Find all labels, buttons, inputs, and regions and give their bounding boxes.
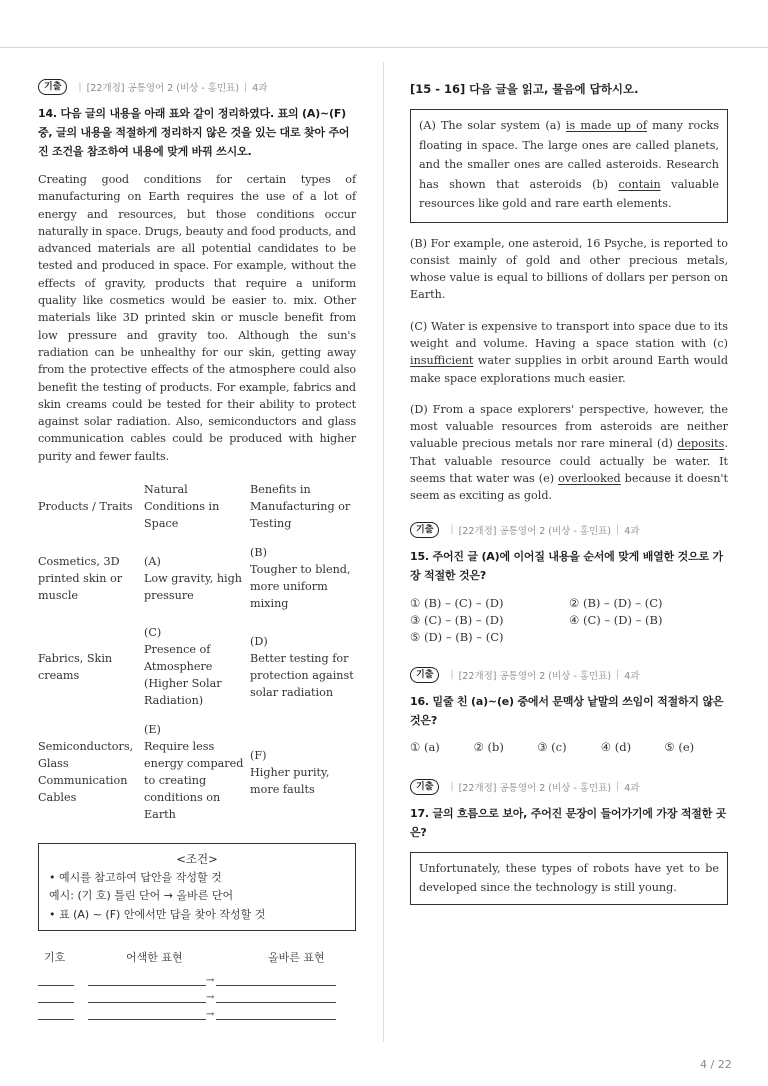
header-divider (0, 47, 768, 48)
q16-option[interactable]: ② (b) (473, 739, 504, 754)
underline-d: deposits (677, 437, 725, 451)
summary-table (38, 481, 356, 835)
paragraph-b: (B) For example, one asteroid, 16 Psyche, is reported to consist mainly of gold and other precious metals, whose value is equal to billions of dollars per person on Earth. (410, 236, 728, 302)
arrow-icon: → (206, 992, 215, 1004)
correct-expression-blank[interactable] (216, 975, 336, 986)
q17-source-line: 기출 | [22개정] 공통영어 2 (비상 - 홍민표) | 4과 (410, 778, 728, 796)
lesson-label: 4과 (624, 525, 640, 537)
q15-title: 15. 주어진 글 (A)에 이어질 내용을 순서에 맞게 배열한 것으로 가장 적절한 것은? (410, 549, 723, 582)
table-header: Natural Conditions in Space (144, 483, 220, 531)
q15-option[interactable]: ① (B) – (C) – (D) (410, 595, 504, 610)
answer-col-correct: 올바른 표현 (268, 951, 325, 965)
q14-passage: Creating good conditions for certain types of manufacturing on Earth requires the use of a lot of energy and resources, but those conditions occur naturally in space. Drugs, beauty and food products, and advanced materials are all potential candidates to be tested and produced in space. For example, without the effects of gravity, products that require a uniform quality like cosmetics would be easier to. mix. Other materials like 3D printed skin or muscle benefit from low pressure and gravity too. Although the sun's radiation can be unhealthy for our skin, getting away from the protective effects of the atmosphere could also benefit the testing of products. For example, fabrics and skin creams could be tested for their ability to protect against solar radiation. Also, semiconductors and glass communication cables could be produced with higher purity and fewer faults. (38, 173, 356, 463)
wrong-expression-blank[interactable] (88, 992, 206, 1003)
lesson-label: 4과 (252, 83, 268, 94)
underline-b: contain (618, 177, 661, 191)
answer-lines (38, 969, 356, 1020)
table-cell: (C) Presence of Atmosphere (Higher Solar Radiation) (144, 626, 222, 708)
q16-option[interactable]: ③ (c) (537, 739, 567, 754)
table-header: Benefits in Manufacturing or Testing (250, 483, 351, 531)
column-divider (383, 62, 384, 1042)
table-row (38, 624, 356, 721)
q17-given-sentence-box: Unfortunately, these types of robots have yet to be developed since the technology is still young. (410, 852, 728, 905)
table-cell: Fabrics, Skin creams (38, 651, 113, 682)
underline-a: is made up of (565, 119, 647, 132)
lesson-label: 4과 (624, 670, 640, 682)
table-header: Products / Traits (38, 500, 133, 514)
page-number: 4 / 22 (700, 1058, 732, 1071)
paragraph-d: (D) From a space explorers' perspective, however, the most valuable resources from asteroids are neither valuable precious metals nor rare mineral (d) deposits. That valuable resource could actually be water. It seems that water was (e) overlooked because it doesn't seem as exciting as gold. (410, 402, 728, 503)
conditions-box (38, 843, 356, 931)
exam-tag: 기출 (410, 667, 439, 683)
exam-tag: 기출 (38, 79, 67, 95)
table-cell: (E) Require less energy compared to creating conditions on Earth (144, 723, 244, 822)
symbol-blank[interactable] (38, 1009, 74, 1020)
answer-row (38, 969, 356, 986)
symbol-blank[interactable] (38, 975, 74, 986)
table-cell: Cosmetics, 3D printed skin or muscle (38, 554, 123, 602)
lesson-label: 4과 (624, 782, 640, 794)
section-title: [15 - 16] 다음 글을 읽고, 물음에 답하시오. (410, 82, 639, 96)
q16-option[interactable]: ④ (d) (600, 739, 632, 754)
underline-c: insufficient (410, 354, 474, 368)
q15-option[interactable]: ④ (C) – (D) – (B) (569, 612, 663, 627)
q16-option[interactable]: ① (a) (410, 739, 440, 754)
source-label: [22개정] 공통영어 2 (비상 - 홍민표) (86, 83, 240, 94)
q14-title: 14. 다음 글의 내용을 아래 표와 같이 정리하였다. 표의 (A)~(F) 중, 글의 내용을 적절하게 정리하지 않은 것을 있는 대로 찾아 주어진 조건을 참조하여 내용에 맞게 바꿔 쓰시오. (38, 107, 350, 158)
q15-option[interactable]: ② (B) – (D) – (C) (569, 595, 663, 610)
table-row (38, 721, 356, 835)
answer-row (38, 986, 356, 1003)
table-cell: (F) Higher purity, more faults (250, 748, 330, 796)
q15-source-line: 기출 | [22개정] 공통영어 2 (비상 - 홍민표) | 4과 (410, 521, 728, 539)
q15-option[interactable]: ③ (C) – (B) – (D) (410, 612, 504, 627)
table-header-row (38, 481, 356, 544)
table-cell: (B) Tougher to blend, more uniform mixing (250, 546, 351, 611)
arrow-icon: → (206, 975, 215, 987)
answer-col-wrong: 어색한 표현 (126, 951, 183, 965)
correct-expression-blank[interactable] (216, 1009, 336, 1020)
exam-tag: 기출 (410, 522, 439, 538)
conditions-title: <조건> (176, 852, 218, 867)
answer-header (38, 949, 356, 965)
correct-expression-blank[interactable] (216, 992, 336, 1003)
condition-line: • 예시를 참고하여 답안을 작성할 것 (49, 870, 222, 884)
paragraph-c: (C) Water is expensive to transport into space due to its weight and volume. Having a space station with (c) insufficient water supplies in orbit around Earth would make space explorations much easier. (410, 319, 728, 385)
condition-line: • 표 (A) ~ (F) 안에서만 답을 찾아 작성할 것 (49, 907, 266, 921)
symbol-blank[interactable] (38, 992, 74, 1003)
table-cell: (A) Low gravity, high pressure (144, 554, 242, 602)
q16-source-line: 기출 | [22개정] 공통영어 2 (비상 - 홍민표) | 4과 (410, 666, 728, 684)
wrong-expression-blank[interactable] (88, 975, 206, 986)
answer-row (38, 1003, 356, 1020)
q14-source-line: 기출 | [22개정] 공통영어 2 (비상 - 홍민표) | 4과 (38, 78, 356, 96)
q17-title: 17. 글의 흐름으로 보아, 주어진 문장이 들어가기에 가장 적절한 곳은? (410, 806, 727, 839)
table-cell: (D) Better testing for protection against solar radiation (250, 634, 354, 699)
source-label: [22개정] 공통영어 2 (비상 - 홍민표) (458, 670, 612, 682)
left-column (38, 78, 356, 1020)
arrow-icon: → (206, 1009, 215, 1021)
given-passage-box: (A) The solar system (a) is made up of many rocks floating in space. The large ones are called planets, and the smaller ones are called asteroids. Research has shown that asteroids (b) contain valuable resources like gold and rare earth elements. (410, 109, 728, 223)
q16-title: 16. 밑줄 친 (a)~(e) 중에서 문맥상 낱말의 쓰임이 적절하지 않은 것은? (410, 694, 724, 727)
q15-option[interactable]: ⑤ (D) – (B) – (C) (410, 629, 504, 644)
underline-e: overlooked (558, 472, 621, 486)
wrong-expression-blank[interactable] (88, 1009, 206, 1020)
source-label: [22개정] 공통영어 2 (비상 - 홍민표) (458, 525, 612, 537)
answer-col-symbol: 기호 (44, 951, 66, 965)
table-row (38, 544, 356, 624)
right-column (410, 78, 728, 905)
condition-example: 예시: (기 호) 틀린 단어 → 올바른 단어 (49, 889, 234, 903)
q16-options (410, 740, 728, 754)
exam-tag: 기출 (410, 779, 439, 795)
source-label: [22개정] 공통영어 2 (비상 - 홍민표) (458, 782, 612, 794)
q16-option[interactable]: ⑤ (e) (664, 739, 695, 754)
table-cell: Semiconductors, Glass Communication Cables (38, 740, 134, 805)
q15-options (410, 595, 728, 646)
